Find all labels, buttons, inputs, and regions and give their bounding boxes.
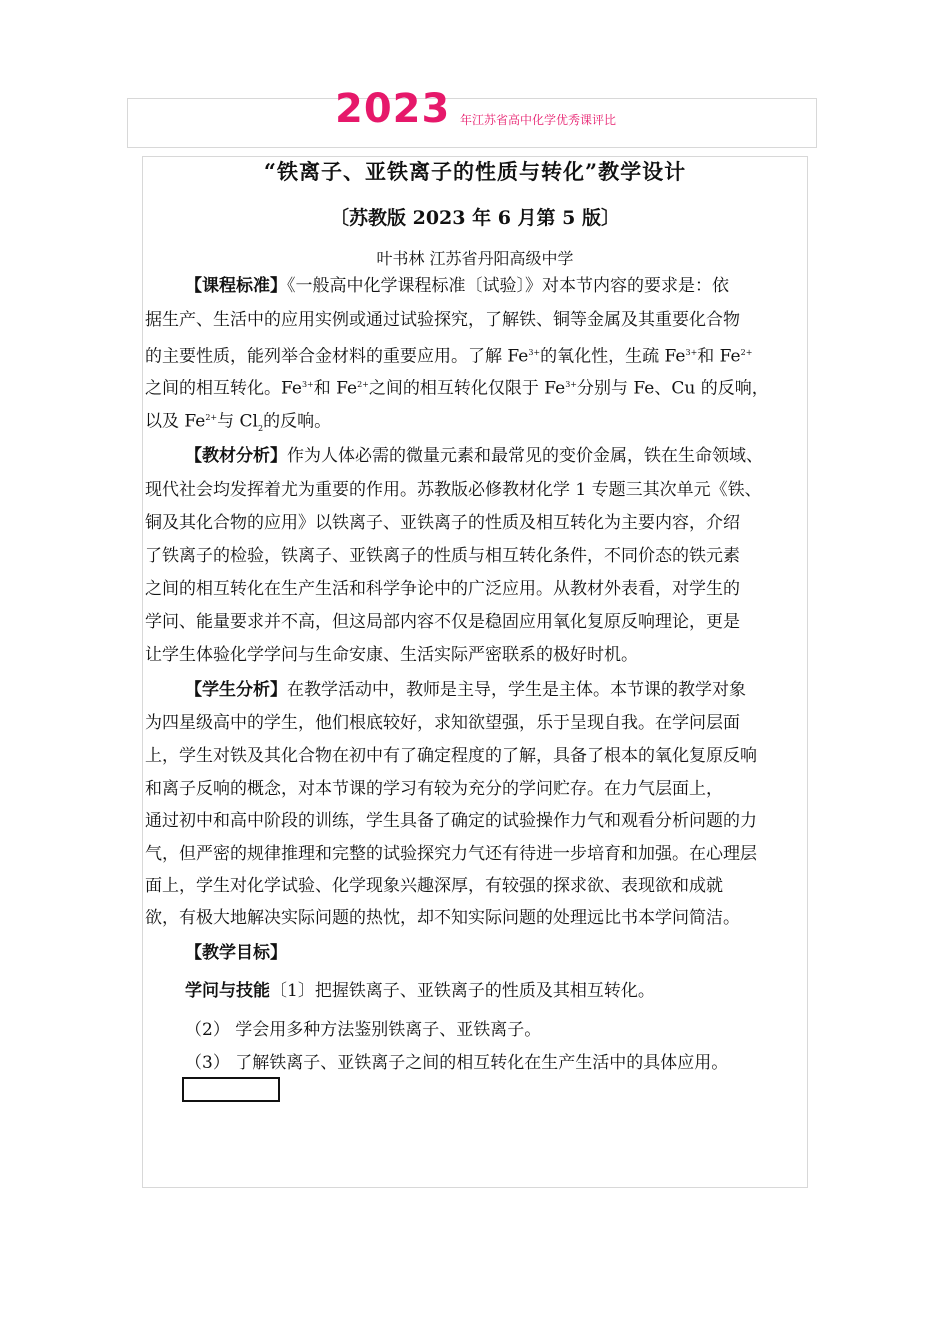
material-line-4: 了铁离子的检验，铁离子、亚铁离子的性质与相互转化条件，不同价态的铁元素 <box>145 546 740 566</box>
blank-box <box>182 1077 280 1102</box>
student-line-1: 【学生分析】在教学活动中，教师是主导，学生是主体。本节课的教学对象 <box>185 680 746 700</box>
curriculum-line-4: 之间的相互转化。$Fe^{3+}$和 $Fe^{2+}$之间的相互转化仅限于 $Fe^{3+}$分别与 Fe、Cu 的反响， <box>145 378 769 399</box>
curriculum-line-2: 据生产、生活中的应用实例或通过试验探究，了解铁、铜等金属及其重要化合物 <box>145 310 740 330</box>
material-line-7: 让学生体验化学学问与生命安康、生活实际严密联系的极好时机。 <box>145 645 638 665</box>
header-year: 2023 <box>335 86 451 132</box>
material-line-6: 学问、能量要求并不高，但这局部内容不仅是稳固应用氧化复原反响理论，更是 <box>145 612 740 632</box>
author-line: 叶书林 江苏省丹阳高级中学 <box>376 249 574 268</box>
curriculum-label: 【课程标准】 <box>185 276 287 296</box>
curriculum-line-5: 以及 $Fe^{2+}$与 $Cl_2$的反响。 <box>145 411 332 434</box>
document-subtitle: 〔苏教版 2023 年 6 月第 5 版〕 <box>329 207 620 229</box>
student-line-7: 面上，学生对化学试验、化学现象兴趣深厚，有较强的探求欲、表现欲和成就 <box>145 876 723 896</box>
student-line-3: 上，学生对铁及其化合物在初中有了确定程度的了解，具备了根本的氧化复原反响 <box>145 746 757 766</box>
material-line-3: 铜及其化合物的应用》以铁离子、亚铁离子的性质及相互转化为主要内容，介绍 <box>145 513 740 533</box>
material-line-2: 现代社会均发挥着尤为重要的作用。苏教版必修教材化学 1 专题三其次单元《铁、 <box>145 480 762 500</box>
student-line-5: 通过初中和高中阶段的训练，学生具备了确定的试验操作力气和观看分析问题的力 <box>145 811 757 831</box>
skill-label: 学问与技能 <box>185 981 270 1001</box>
student-line-6: 气，但严密的规律推理和完整的试验探究力气还有待进一步培育和加强。在心理层 <box>145 844 757 864</box>
goal-line-1: 学问与技能〔1〕把握铁离子、亚铁离子的性质及其相互转化。 <box>185 981 655 1001</box>
material-line-5: 之间的相互转化在生产生活和科学争论中的广泛应用。从教材外表看，对学生的 <box>145 579 740 599</box>
header-competition: 年江苏省高中化学优秀课评比 <box>460 113 617 127</box>
goals-label: 【教学目标】 <box>185 943 287 963</box>
goal-line-2: （2） 学会用多种方法鉴别铁离子、亚铁离子。 <box>185 1020 542 1040</box>
goal-line-3: （3） 了解铁离子、亚铁离子之间的相互转化在生产生活中的具体应用。 <box>185 1053 729 1073</box>
student-line-2: 为四星级高中的学生，他们根底较好，求知欲望强，乐于呈现自我。在学问层面 <box>145 713 740 733</box>
material-label: 【教材分析】 <box>185 446 287 466</box>
student-line-8: 欲，有极大地解决实际问题的热忱，却不知实际问题的处理远比书本学问简洁。 <box>145 908 740 928</box>
material-line-1: 【教材分析】作为人体必需的微量元素和最常见的变价金属，铁在生命领域、 <box>185 446 763 466</box>
curriculum-line-1: 【课程标准】《一般高中化学课程标准〔试验〕》对本节内容的要求是：依 <box>185 276 729 296</box>
student-line-4: 和离子反响的概念，对本节课的学习有较为充分的学问贮存。在力气层面上， <box>145 779 723 799</box>
curriculum-line-3: 的主要性质，能列举合金材料的重要应用。了解 $Fe^{3+}$的氧化性，生疏 $Fe^{3+}$和 $Fe^{2+}$ <box>145 346 753 367</box>
student-label: 【学生分析】 <box>185 680 287 700</box>
document-title: “铁离子、亚铁离子的性质与转化”教学设计 <box>263 159 687 184</box>
